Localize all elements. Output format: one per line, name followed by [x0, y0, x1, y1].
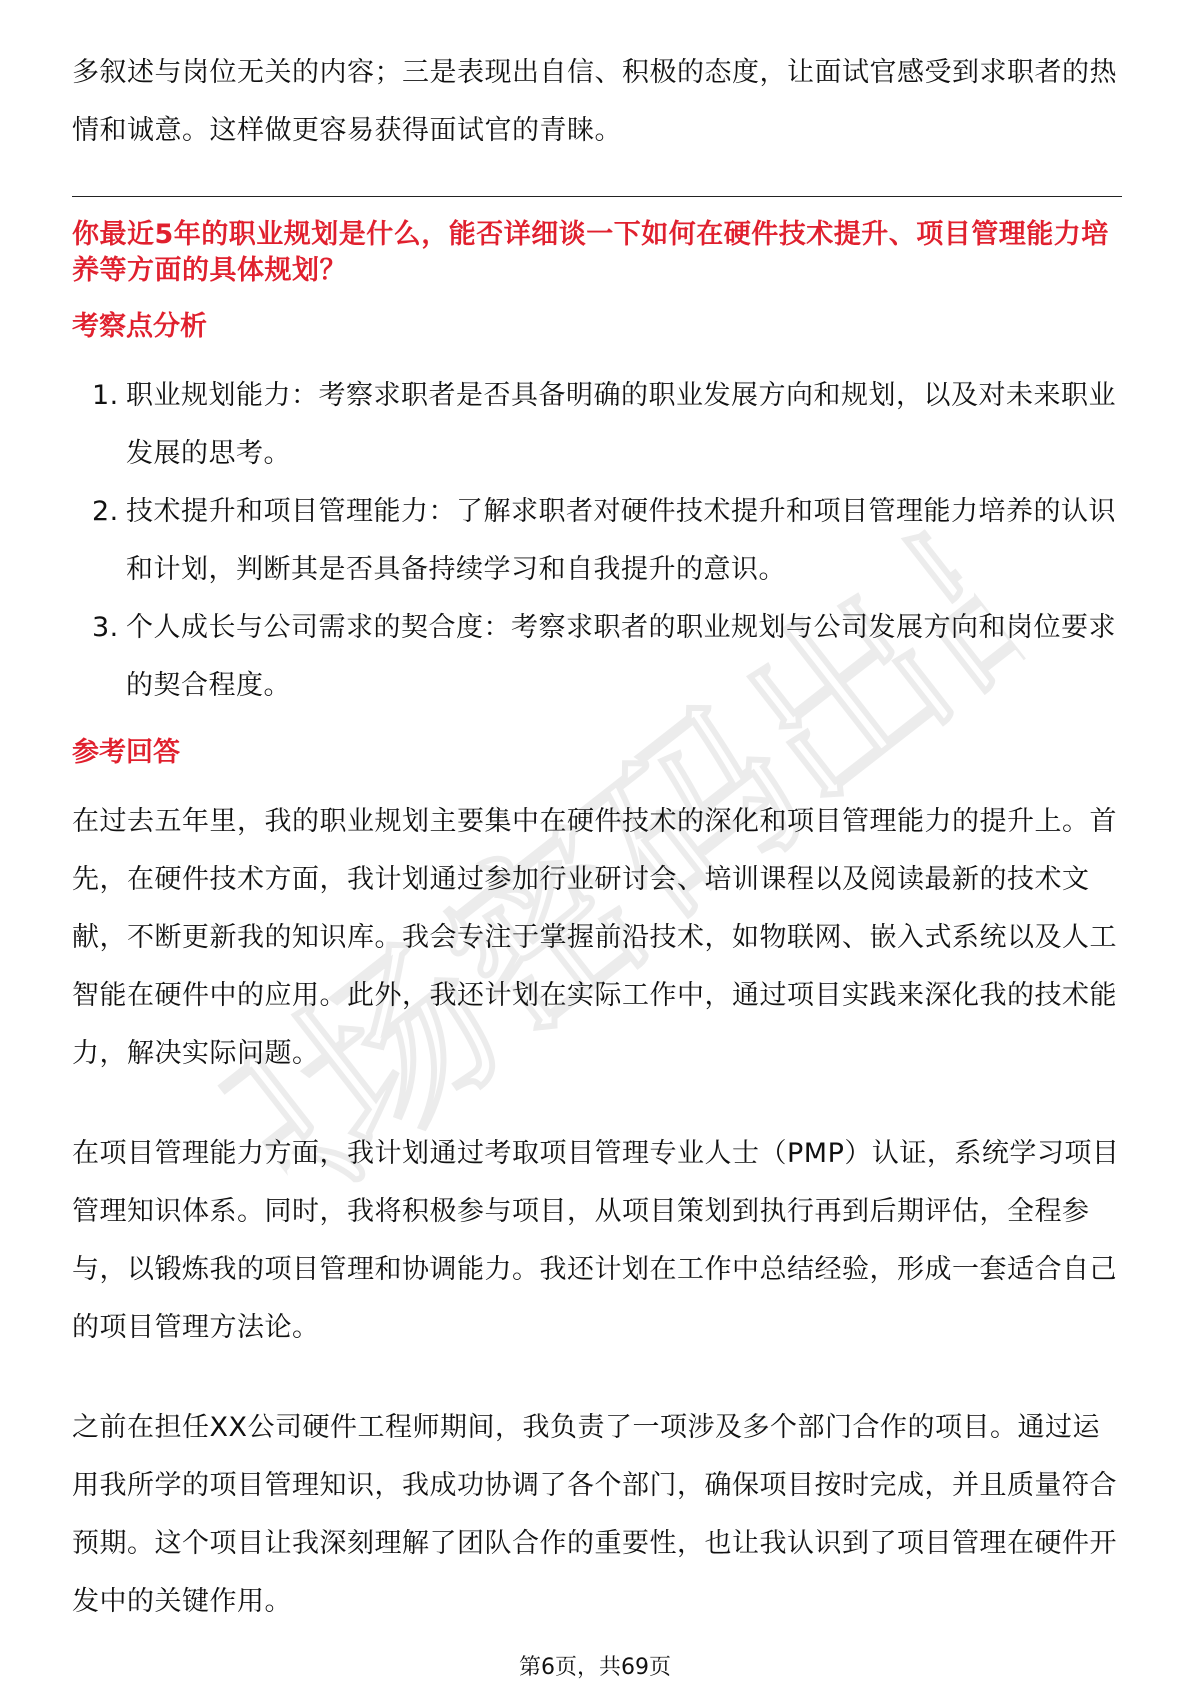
analysis-item-text: 个人成长与公司需求的契合度：考察求职者的职业规划与公司发展方向和岗位要求的契合程度。	[126, 612, 1116, 701]
analysis-item-text: 技术提升和项目管理能力：了解求职者对硬件技术提升和项目管理能力培养的认识和计划，判断其是否具备持续学习和自我提升的意识。	[126, 496, 1116, 585]
analysis-list	[72, 367, 1122, 715]
answer-paragraph: 之前在担任XX公司硬件工程师期间，我负责了一项涉及多个部门合作的项目。通过运用我所学的项目管理知识，我成功协调了各个部门，确保项目按时完成，并且质量符合预期。这个项目让我深刻理解了团队合作的重要性，也让我认识到了项目管理在硬件开发中的关键作用。	[72, 1412, 1117, 1617]
section-divider	[72, 196, 1122, 197]
analysis-item-number: 1.	[92, 380, 119, 411]
watermark-text: 职场密码出品	[185, 490, 1055, 1250]
analysis-item	[72, 483, 1122, 599]
analysis-item-text: 职业规划能力：考察求职者是否具备明确的职业发展方向和规划，以及对未来职业发展的思考。	[126, 380, 1116, 469]
answer-title: 参考回答	[72, 737, 180, 768]
answer-paragraph: 在过去五年里，我的职业规划主要集中在硬件技术的深化和项目管理能力的提升上。首先，在硬件技术方面，我计划通过参加行业研讨会、培训课程以及阅读最新的技术文献，不断更新我的知识库。我会专注于掌握前沿技术，如物联网、嵌入式系统以及人工智能在硬件中的应用。此外，我还计划在实际工作中，通过项目实践来深化我的技术能力，解决实际问题。	[72, 806, 1117, 1069]
analysis-title: 考察点分析	[72, 311, 207, 342]
analysis-item-number: 2.	[92, 496, 119, 527]
answer-paragraph: 在项目管理能力方面，我计划通过考取项目管理专业人士（PMP）认证，系统学习项目管理知识体系。同时，我将积极参与项目，从项目策划到执行再到后期评估，全程参与，以锻炼我的项目管理和协调能力。我还计划在工作中总结经验，形成一套适合自己的项目管理方法论。	[72, 1138, 1120, 1343]
page-content	[72, 44, 1122, 1631]
analysis-item	[72, 599, 1122, 715]
page-number-footer: 第6页，共69页	[519, 1655, 671, 1680]
intro-paragraph: 多叙述与岗位无关的内容；三是表现出自信、积极的态度，让面试官感受到求职者的热情和诚意。这样做更容易获得面试官的青睐。	[72, 57, 1117, 146]
analysis-item	[72, 367, 1122, 483]
analysis-item-number: 3.	[92, 612, 119, 643]
question-heading: 你最近5年的职业规划是什么，能否详细谈一下如何在硬件技术提升、项目管理能力培养等方面的具体规划？	[72, 219, 1109, 286]
